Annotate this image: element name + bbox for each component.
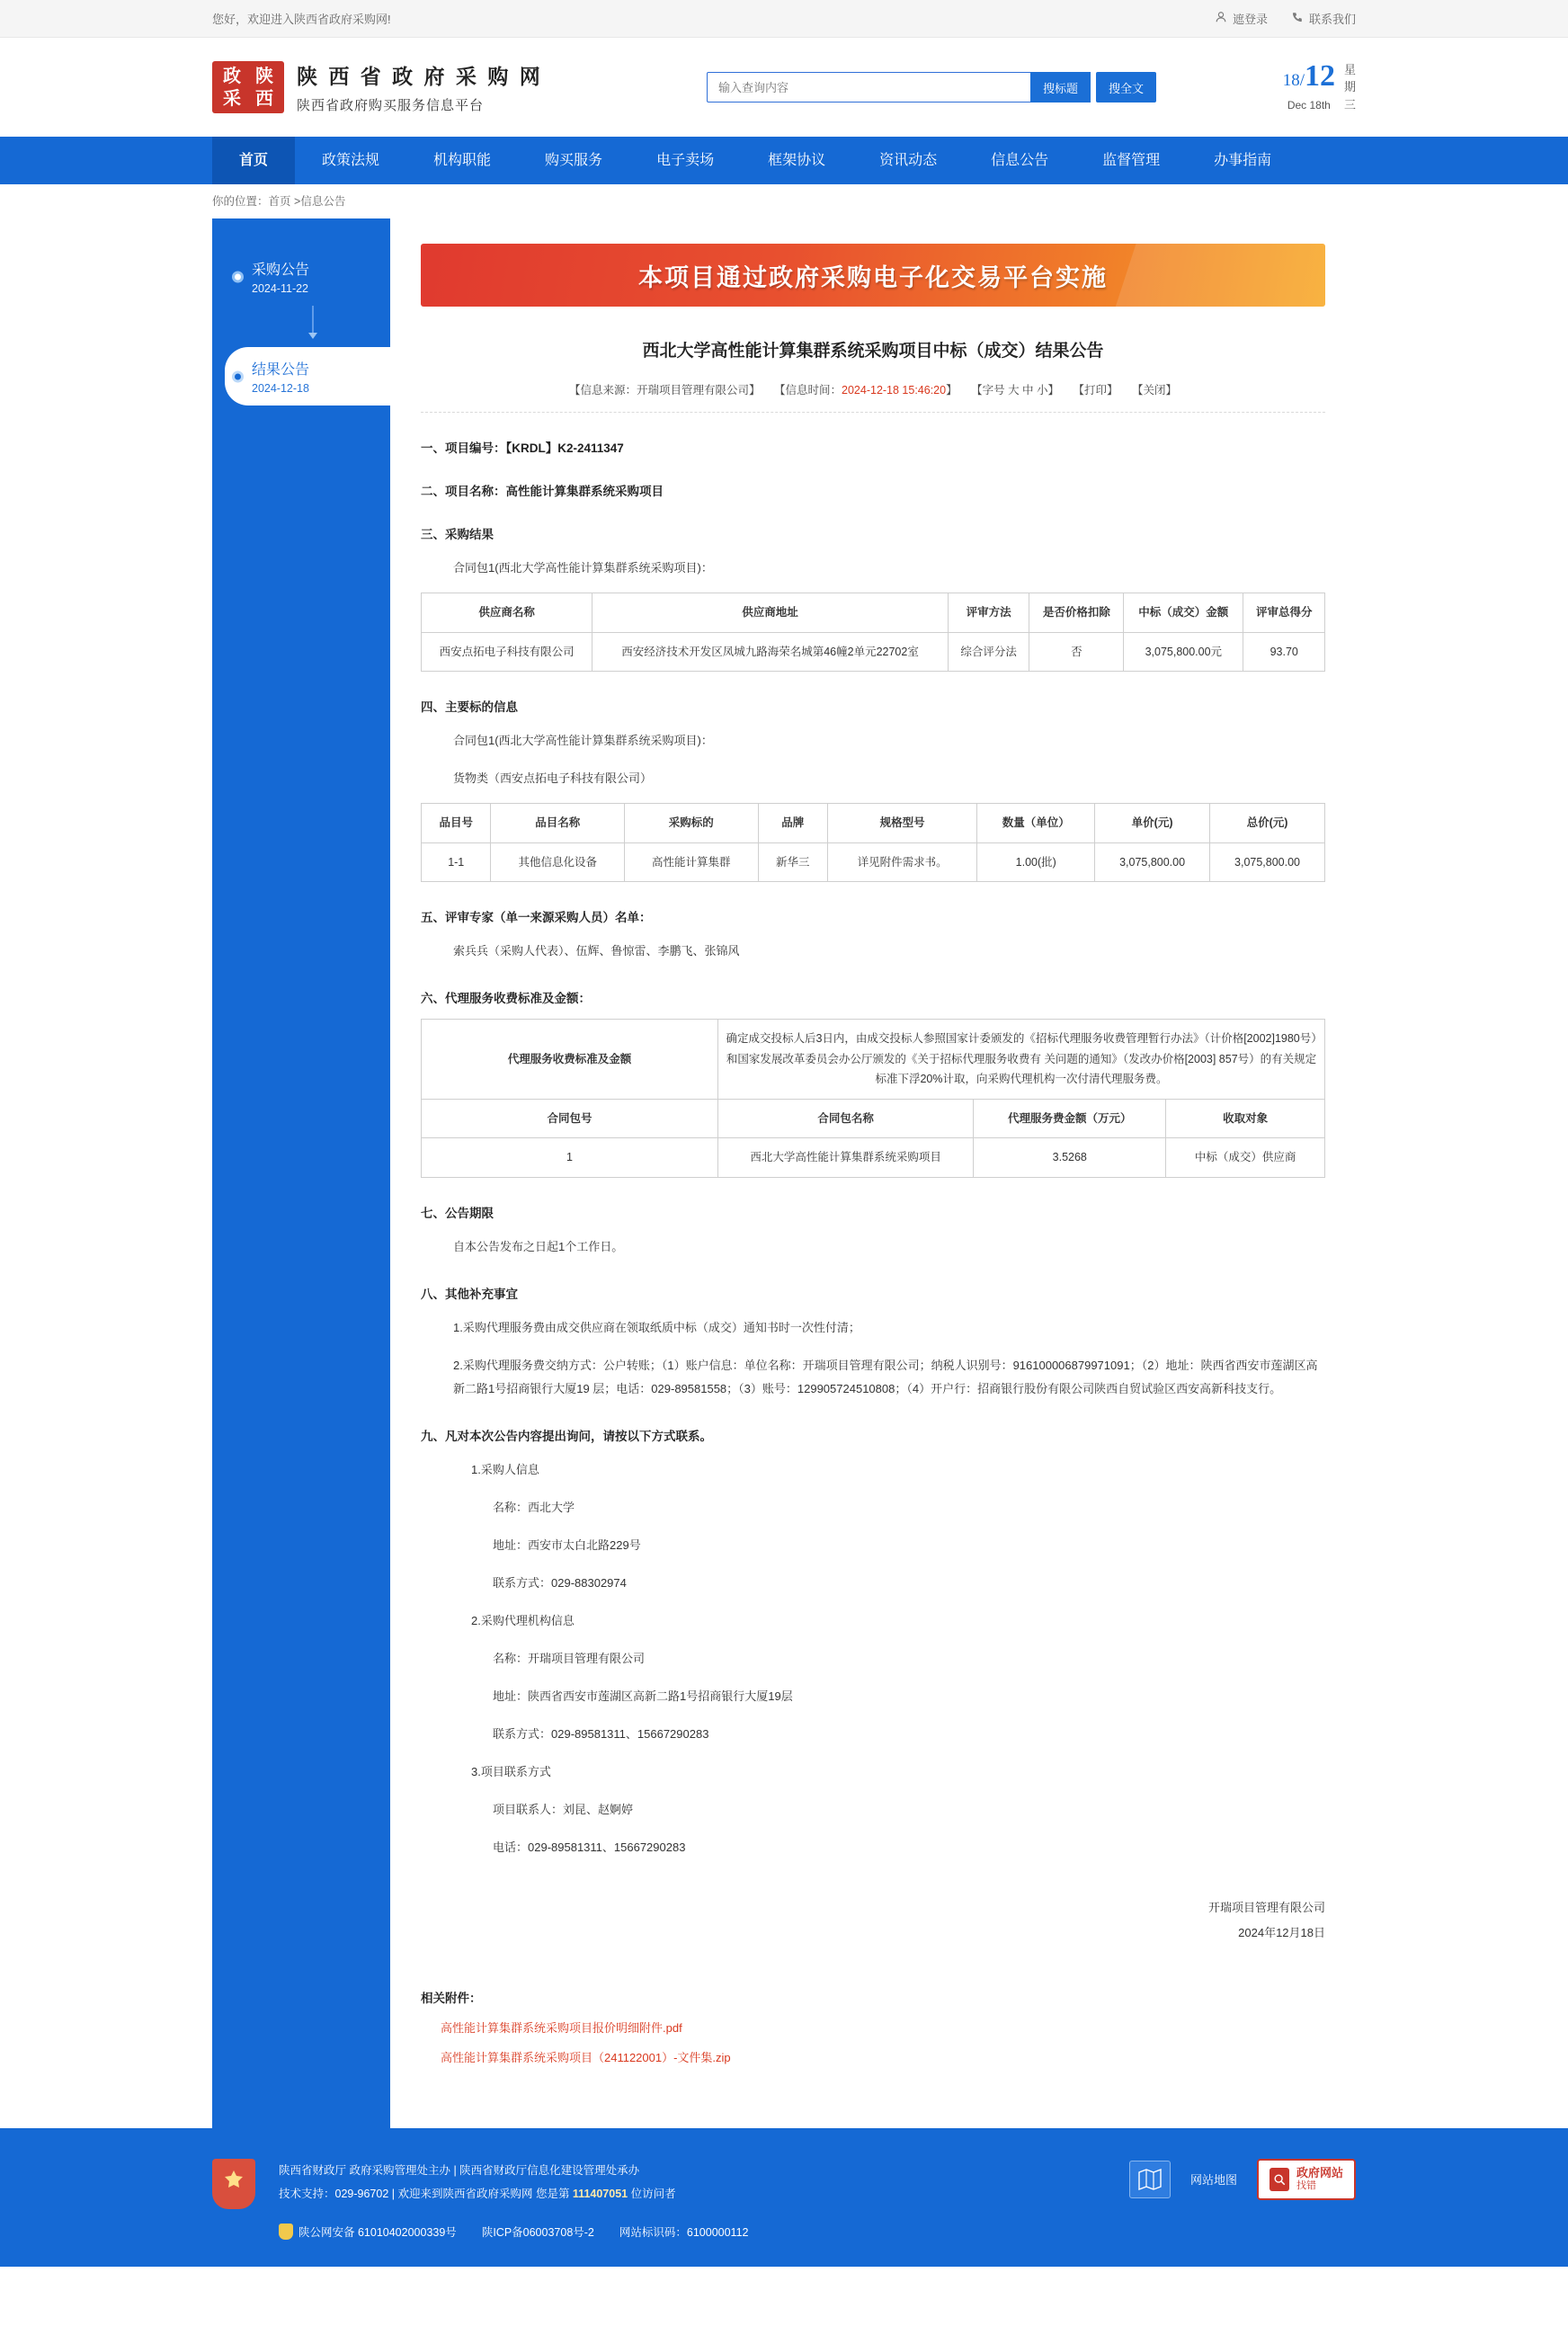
nav-item-policy[interactable]: 政策法规 <box>322 153 380 168</box>
section-3-note: 合同包1(西北大学高性能计算集群系统采购项目)： <box>453 561 713 575</box>
gov-report-badge[interactable] <box>1257 2159 1356 2200</box>
banner-text: 本项目通过政府采购电子化交易平台实施 <box>638 263 1108 291</box>
weekday-char-3: 三 <box>1343 97 1356 111</box>
search-bar <box>707 72 1156 102</box>
site-map-icon[interactable] <box>1129 2161 1171 2198</box>
col-award-amount: 中标（成交）金额 <box>1124 593 1243 633</box>
footer-line-1: 陕西省财政厅 政府采购管理处主办 | 陕西省财政厅信息化建设管理处承办 <box>279 2163 640 2177</box>
search-title-button[interactable]: 搜标题 <box>1030 72 1091 102</box>
site-logo[interactable] <box>212 60 680 114</box>
col-unit-price: 单价(元) <box>1095 804 1210 843</box>
cell-spec-model: 详见附件需求书。 <box>828 842 977 882</box>
nav-item-news[interactable]: 资讯动态 <box>879 153 938 168</box>
contact-link-label: 联系我们 <box>1308 13 1356 26</box>
platform-banner <box>421 244 1325 307</box>
signature-date: 2024年12月18日 <box>1238 1926 1325 1940</box>
font-size-control[interactable]: 【字号 大 中 小】 <box>971 384 1060 397</box>
welcome-text: 您好，欢迎进入陕西省政府采购网! <box>212 13 391 26</box>
nav-item-home[interactable]: 首页 <box>212 137 295 184</box>
section-9-title: 九、凡对本次公告内容提出询问，请按以下方式联系。 <box>421 1429 712 1443</box>
site-header <box>0 38 1568 137</box>
purchaser-phone: 联系方式：029-88302974 <box>493 1575 627 1590</box>
bullet-icon <box>232 271 244 282</box>
cell-item-no: 1-1 <box>422 842 491 882</box>
col-supplier-address: 供应商地址 <box>592 593 949 633</box>
date-number <box>1282 58 1335 93</box>
login-link-label: 遮登录 <box>1232 13 1268 26</box>
document-body <box>390 218 1356 2128</box>
col-package-no: 合同包号 <box>422 1099 718 1138</box>
contact-link[interactable] <box>1291 10 1356 27</box>
document-meta <box>421 381 1325 413</box>
section-8-item-2: 2.采购代理服务费交纳方式：公户转账；（1）账户信息：单位名称：开瑞项目管理有限公司；纳税人识别号：916100006879971091；（2）地址：陕西省西安市莲湖区高新二路1号招商银行大厦19 层；电话：029-89581558；（3）账号：129905724510808；（4）开户行：招商银行股份有限公司陕西自贸试验区西安高新科技支行。 <box>453 1358 1318 1395</box>
logo-char-1: 政 <box>223 66 241 86</box>
gov-badge-line-1: 政府网站 <box>1296 2165 1343 2179</box>
section-8-title: 八、其他补充事宜 <box>421 1287 518 1301</box>
main-nav <box>0 137 1568 184</box>
cell-total-score: 93.70 <box>1243 632 1325 672</box>
nav-item-supervision[interactable]: 监督管理 <box>1102 153 1161 168</box>
visitor-count: 111407051 <box>572 2187 628 2200</box>
attachments-list <box>421 2019 1325 2065</box>
attachment-link[interactable]: 高性能计算集群系统采购项目（241122001）-文件集.zip <box>441 2050 731 2064</box>
cell-item-name: 其他信息化设备 <box>491 842 625 882</box>
section-4-note-2: 货物类（西安点拓电子科技有限公司） <box>453 771 653 785</box>
nav-item-functions[interactable]: 机构职能 <box>433 153 492 168</box>
footer-text-block <box>279 2159 676 2206</box>
login-link[interactable] <box>1215 10 1268 27</box>
nav-item-purchase-service[interactable]: 购买服务 <box>545 153 603 168</box>
phone-icon <box>1291 11 1304 26</box>
col-payer: 收取对象 <box>1166 1099 1325 1138</box>
project-contact-person: 项目联系人：刘昆、赵婀婷 <box>493 1802 634 1816</box>
nav-item-framework[interactable]: 框架协议 <box>768 153 826 168</box>
project-contact-phone: 电话：029-89581311、15667290283 <box>493 1840 686 1854</box>
content-area <box>0 218 1568 2128</box>
agency-fee-table <box>421 1019 1325 1178</box>
footer-line-2-post: 位访问者 <box>628 2187 676 2200</box>
col-item-name: 品目名称 <box>491 804 625 843</box>
col-package-name: 合同包名称 <box>718 1099 974 1138</box>
col-fee-amount: 代理服务费金额（万元） <box>974 1099 1166 1138</box>
fee-standard-label: 代理服务收费标准及金额 <box>422 1020 718 1100</box>
section-5-body: 索兵兵（采购人代表）、伍辉、鲁惊雷、李鹏飞、张锦风 <box>453 944 740 958</box>
attachments-title: 相关附件： <box>421 1991 482 2005</box>
section-1-title: 一、项目编号：【KRDL】K2-2411347 <box>421 441 624 455</box>
top-utility-bar <box>0 0 1568 38</box>
website-license: 网站标识码：6100000112 <box>619 2225 749 2239</box>
gov-badge-line-2: 找错 <box>1296 2179 1316 2191</box>
shield-icon <box>279 2224 293 2240</box>
table-header-row <box>422 1099 1325 1138</box>
footer-badges <box>1129 2159 1356 2200</box>
logo-char-4: 西 <box>255 88 273 109</box>
footer-line-2-pre: 技术支持：029-96702 | 欢迎来到陕西省政府采购网 您是第 <box>279 2187 573 2200</box>
breadcrumb-home[interactable]: 首页 <box>268 195 291 208</box>
col-item-no: 品目号 <box>422 804 491 843</box>
topbar-links <box>1215 10 1356 27</box>
table-header-row <box>422 804 1325 843</box>
footer-line-2 <box>279 2182 676 2206</box>
footer-legal-row <box>279 2224 1356 2240</box>
cell-review-method: 综合评分法 <box>948 632 1029 672</box>
signature-block <box>421 1895 1325 1947</box>
col-procurement-target: 采购标的 <box>625 804 759 843</box>
sidebar-item-date: 2024-12-18 <box>252 382 309 395</box>
col-supplier-name: 供应商名称 <box>422 593 592 633</box>
sidebar-item-label: 采购公告 <box>252 263 310 278</box>
meta-source: 开瑞项目管理有限公司 <box>636 384 749 397</box>
cell-total-price: 3,075,800.00 <box>1210 842 1325 882</box>
national-emblem-icon <box>212 2159 255 2209</box>
cell-quantity: 1.00(批) <box>977 842 1095 882</box>
date-day: 18 <box>1282 70 1300 90</box>
police-record[interactable]: 陕公网安备 61010402000339号 <box>279 2224 457 2240</box>
cell-package-name: 西北大学高性能计算集群系统采购项目 <box>718 1138 974 1178</box>
section-4-title: 四、主要标的信息 <box>421 700 518 714</box>
table-header-row <box>422 593 1325 633</box>
bullet-icon <box>232 370 244 382</box>
magnifier-icon <box>1270 2168 1289 2191</box>
attachment-link[interactable]: 高性能计算集群系统采购项目报价明细附件.pdf <box>441 2020 682 2035</box>
date-widget <box>1282 58 1356 114</box>
agency-address: 地址：陕西省西安市莲湖区高新二路1号招商银行大厦19层 <box>493 1689 793 1703</box>
close-button[interactable]: 【关闭】 <box>1132 384 1178 397</box>
nav-item-notice[interactable]: 信息公告 <box>991 153 1049 168</box>
cell-package-no: 1 <box>422 1138 718 1178</box>
nav-item-emarket[interactable]: 电子卖场 <box>656 153 715 168</box>
sidebar-item-label: 结果公告 <box>252 362 310 378</box>
table-row <box>422 1020 1325 1100</box>
site-map-label[interactable]: 网站地图 <box>1189 2173 1237 2188</box>
date-english: Dec 18th <box>1287 98 1331 111</box>
agency-phone: 联系方式：029-89581311、15667290283 <box>493 1726 709 1741</box>
date-slash: / <box>1299 70 1305 90</box>
meta-time-end: 】 <box>946 384 958 397</box>
meta-time: 2024-12-18 15:46:20 <box>842 384 947 397</box>
breadcrumb <box>0 184 1568 218</box>
user-icon <box>1215 11 1227 26</box>
logo-char-2: 陕 <box>255 66 273 86</box>
nav-item-guide[interactable]: 办事指南 <box>1214 153 1272 168</box>
search-fulltext-button[interactable]: 搜全文 <box>1096 72 1156 102</box>
section-7-title: 七、公告期限 <box>421 1206 494 1220</box>
section-2-title: 二、项目名称：高性能计算集群系统采购项目 <box>421 485 664 498</box>
cell-supplier-name: 西安点拓电子科技有限公司 <box>422 632 592 672</box>
section-5-title: 五、评审专家（单一来源采购人员）名单： <box>421 911 652 924</box>
item-table <box>421 803 1325 882</box>
cell-unit-price: 3,075,800.00 <box>1095 842 1210 882</box>
section-7-body: 自本公告发布之日起1个工作日。 <box>453 1239 624 1253</box>
cell-procurement-target: 高性能计算集群 <box>625 842 759 882</box>
result-table <box>421 593 1325 672</box>
timeline-connector <box>236 306 390 347</box>
site-footer <box>0 2128 1568 2267</box>
section-6-title: 六、代理服务收费标准及金额： <box>421 992 591 1005</box>
purchaser-address: 地址：西安市太白北路229号 <box>493 1537 641 1552</box>
breadcrumb-current: 信息公告 <box>300 195 346 208</box>
date-month: 12 <box>1304 58 1335 93</box>
cell-award-amount: 3,075,800.00元 <box>1124 632 1243 672</box>
section-8-item-1: 1.采购代理服务费由成交供应商在领取纸质中标（成交）通知书时一次性付清； <box>453 1320 860 1334</box>
page-title: 西北大学高性能计算集群系统采购项目中标（成交）结果公告 <box>642 342 1104 361</box>
agency-group-title: 2.采购代理机构信息 <box>471 1613 575 1627</box>
meta-source-end: 】 <box>749 384 761 397</box>
col-total-price: 总价(元) <box>1210 804 1325 843</box>
meta-time-label: 【信息时间： <box>774 384 842 397</box>
cell-supplier-address: 西安经济技术开发区凤城九路海荣名城第46幢2单元22702室 <box>592 632 949 672</box>
purchaser-group-title: 1.采购人信息 <box>471 1462 539 1476</box>
icp-record[interactable]: 陕ICP备06003708号-2 <box>481 2225 594 2239</box>
search-input[interactable] <box>707 72 1030 102</box>
weekday-char-2: 期 <box>1343 80 1356 94</box>
cell-payer: 中标（成交）供应商 <box>1166 1138 1325 1178</box>
signature-company: 开瑞项目管理有限公司 <box>1207 1900 1325 1914</box>
purchaser-name: 名称：西北大学 <box>493 1500 575 1514</box>
site-title: 陕 西 省 政 府 采 购 网 <box>297 65 543 88</box>
sidebar-item-result-notice[interactable] <box>225 347 392 406</box>
meta-source-label: 【信息来源： <box>568 384 637 397</box>
logo-emblem-icon <box>212 61 284 113</box>
site-subtitle: 陕西省政府购买服务信息平台 <box>297 98 485 113</box>
sidebar-item-purchase-notice[interactable] <box>228 247 390 306</box>
table-row <box>422 842 1325 882</box>
col-total-score: 评审总得分 <box>1243 593 1325 633</box>
col-quantity: 数量（单位） <box>977 804 1095 843</box>
timeline-line <box>312 306 314 333</box>
date-weekday <box>1344 61 1356 114</box>
breadcrumb-prefix: 你的位置： <box>212 195 269 208</box>
section-3-title: 三、采购结果 <box>421 528 494 541</box>
breadcrumb-sep: > <box>290 195 301 208</box>
weekday-char-1: 星 <box>1343 62 1356 76</box>
logo-char-3: 采 <box>223 88 241 109</box>
cell-price-deduction: 否 <box>1029 632 1124 672</box>
section-4-note-1: 合同包1(西北大学高性能计算集群系统采购项目)： <box>453 734 713 747</box>
col-price-deduction: 是否价格扣除 <box>1029 593 1124 633</box>
project-contact-group-title: 3.项目联系方式 <box>471 1764 551 1778</box>
col-brand: 品牌 <box>758 804 827 843</box>
print-button[interactable]: 【打印】 <box>1073 384 1118 397</box>
sidebar <box>212 218 390 2128</box>
agency-name: 名称：开瑞项目管理有限公司 <box>493 1651 646 1665</box>
timeline-arrow-icon <box>308 333 317 339</box>
col-spec-model: 规格型号 <box>828 804 977 843</box>
cell-fee-amount: 3.5268 <box>974 1138 1166 1178</box>
table-row <box>422 632 1325 672</box>
table-row <box>422 1138 1325 1178</box>
col-review-method: 评审方法 <box>948 593 1029 633</box>
sidebar-item-date: 2024-11-22 <box>252 282 309 295</box>
fee-standard-text: 确定成交投标人后3日内，由成交投标人参照国家计委颁发的《招标代理服务收费管理暂行办法》（计价格[2002]1980号）和国家发展改革委员会办公厅颁发的《关于招标代理服务收费有 关问题的通知》（发改办价格[2003] 857号）的有关规定标准下浮20%计取，向采购代理机构一次付清代理服务费。 <box>718 1020 1325 1100</box>
cell-brand: 新华三 <box>758 842 827 882</box>
